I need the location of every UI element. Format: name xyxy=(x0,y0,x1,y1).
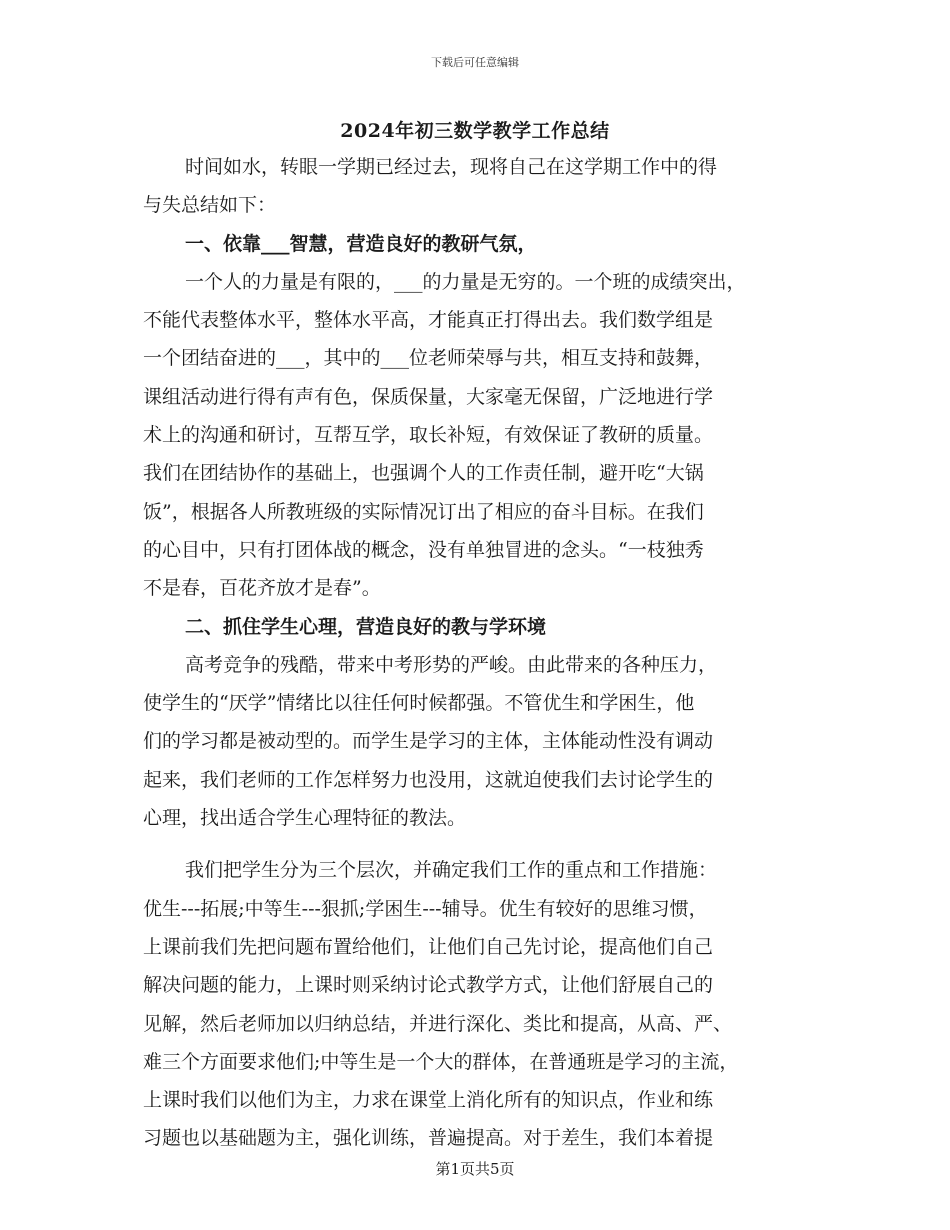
document-body xyxy=(143,148,823,1158)
paragraph-line: 一个团结奋进的___，其中的___位老师荣辱与共，相互支持和鼓舞， xyxy=(143,347,714,370)
page-number-footer: 第1页共5页 xyxy=(435,1160,515,1178)
paragraph-line: 习题也以基础题为主，强化训练，普遍提高。对于差生，我们本着提 xyxy=(143,1127,714,1150)
paragraph-line: 起来，我们老师的工作怎样努力也没用，这就迫使我们去讨论学生的 xyxy=(143,768,714,791)
paragraph-line: 我们在团结协作的基础上，也强调个人的工作责任制，避开吃“大锅 xyxy=(143,462,704,485)
paragraph-line: 优生---拓展;中等生---狠抓;学困生---辅导。优生有较好的思维习惯， xyxy=(143,897,708,920)
paragraph-line: 见解，然后老师加以归纳总结，并进行深化、类比和提高，从高、严、 xyxy=(143,1012,733,1035)
paragraph-line: 饭”，根据各人所教班级的实际情况订出了相应的奋斗目标。在我们 xyxy=(143,500,704,523)
paragraph-line: 课组活动进行得有声有色，保质保量，大家毫无保留，广泛地进行学 xyxy=(143,385,714,408)
paragraph-line: 上课时我们以他们为主，力求在课堂上消化所有的知识点，作业和练 xyxy=(143,1089,714,1112)
paragraph-line: 与失总结如下： xyxy=(143,194,277,217)
section-heading-2: 二、抓住学生心理，营造良好的教与学环境 xyxy=(185,615,547,638)
section-heading-1: 一、依靠___智慧，营造良好的教研气氛， xyxy=(185,232,537,255)
paragraph-line: 术上的沟通和研讨，互帮互学，取长补短，有效保证了教研的质量。 xyxy=(143,424,714,447)
paragraph-gap xyxy=(143,837,823,851)
paragraph-line: 使学生的“厌学”情绪比以往任何时候都强。不管优生和学困生，他 xyxy=(143,692,695,715)
document-title: 2024年初三数学教学工作总结 xyxy=(340,120,610,142)
paragraph-line: 我们把学生分为三个层次，并确定我们工作的重点和工作措施： xyxy=(185,859,718,882)
paragraph-line: 心理，找出适合学生心理特征的教法。 xyxy=(143,807,467,830)
paragraph-line: 高考竞争的残酷，带来中考形势的严峻。由此带来的各种压力， xyxy=(185,653,718,676)
header-note: 下载后可任意编辑 xyxy=(431,56,519,69)
paragraph-line: 不是春，百花齐放才是春”。 xyxy=(143,577,381,600)
paragraph-line: 时间如水，转眼一学期已经过去，现将自己在这学期工作中的得 xyxy=(185,156,718,178)
paragraph-line: 们的学习都是被动型的。而学生是学习的主体，主体能动性没有调动 xyxy=(143,730,714,753)
paragraph-line: 一个人的力量是有限的，___的力量是无穷的。一个班的成绩突出， xyxy=(185,270,746,293)
paragraph-line: 不能代表整体水平，整体水平高，才能真正打得出去。我们数学组是 xyxy=(143,309,714,332)
paragraph-line: 解决问题的能力，上课时则采纳讨论式教学方式，让他们舒展自己的 xyxy=(143,974,714,997)
paragraph-line: 难三个方面要求他们;中等生是一个大的群体，在普通班是学习的主流， xyxy=(143,1050,739,1073)
paragraph-line: 上课前我们先把问题布置给他们，让他们自己先讨论，提高他们自己 xyxy=(143,935,714,958)
paragraph-line: 的心目中，只有打团体战的概念，没有单独冒进的念头。“一枝独秀 xyxy=(143,538,704,561)
